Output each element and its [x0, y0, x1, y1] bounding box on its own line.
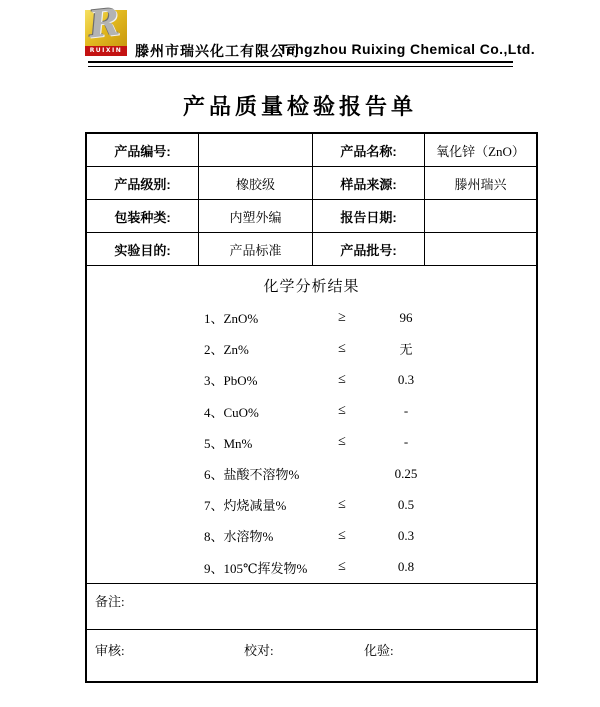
report-title: 产品质量检验报告单 [182, 94, 417, 119]
remarks-row [87, 584, 536, 630]
analysis-item-relation: ≤ [338, 340, 346, 356]
report-date-label: 报告日期: [313, 200, 425, 233]
product-code-value [199, 134, 313, 167]
review-label: 审核: [95, 643, 125, 658]
analysis-item-name: 3、PbO% [204, 373, 258, 389]
test-purpose-label: 实验目的: [87, 233, 199, 266]
analysis-item-relation: ≤ [338, 496, 346, 512]
analysis-item-value: 96 [399, 309, 413, 325]
analysis-item-row [87, 427, 536, 458]
report-date-value [425, 200, 536, 233]
product-name-label: 产品名称: [313, 134, 425, 167]
analysis-item-row [87, 520, 536, 551]
analysis-item-relation: ≤ [338, 434, 346, 450]
analysis-item-value: 无 [399, 342, 413, 358]
analysis-item-relation: ≤ [338, 371, 346, 387]
analysis-item-value: 0.3 [397, 527, 415, 543]
product-name-value: 氧化锌（ZnO） [425, 134, 536, 167]
analysis-item-relation: ≤ [338, 559, 346, 575]
logo-r-letter: R [86, 0, 122, 47]
analysis-item-name: 4、CuO% [204, 404, 259, 420]
analysis-item-row [87, 458, 536, 489]
analysis-section [87, 266, 536, 584]
header-divider [88, 61, 513, 67]
analysis-item-value: 0.5 [397, 496, 415, 512]
analysis-item-name: 7、灼烧减量% [204, 498, 287, 514]
analysis-item-row [87, 396, 536, 427]
company-logo [85, 0, 127, 56]
analysis-item-row [87, 552, 536, 583]
analysis-item-relation: ≤ [338, 527, 346, 543]
proofread-label: 校对: [244, 643, 274, 658]
analysis-item-value: 0.25 [394, 465, 418, 481]
analysis-item-relation: ≥ [338, 309, 346, 325]
analysis-item-row [87, 364, 536, 395]
product-grade-label: 产品级别: [87, 167, 199, 200]
logo-brand-band: RUIXIN [85, 46, 127, 56]
analysis-item-name: 9、105℃挥发物% [204, 560, 308, 576]
report-table [85, 132, 538, 683]
test-purpose-value: 产品标准 [199, 233, 313, 266]
sample-source-value: 滕州瑞兴 [425, 167, 536, 200]
analysis-item-row [87, 333, 536, 364]
logo-gold-square [85, 0, 127, 47]
package-type-label: 包装种类: [87, 200, 199, 233]
analysis-item-name: 6、盐酸不溶物% [204, 467, 300, 483]
analysis-item-row [87, 489, 536, 520]
product-code-label: 产品编号: [87, 134, 199, 167]
assay-label: 化验: [364, 643, 394, 658]
analysis-item-name: 5、Mn% [204, 435, 253, 451]
product-info-grid [87, 134, 536, 266]
batch-number-label: 产品批号: [313, 233, 425, 266]
analysis-item-name: 2、Zn% [204, 342, 249, 358]
company-name-en: Tengzhou Ruixing Chemical Co.,Ltd. [279, 41, 536, 57]
analysis-item-relation: ≤ [338, 403, 346, 419]
analysis-item-value: - [403, 403, 409, 419]
batch-number-value [425, 233, 536, 266]
package-type-value: 内塑外编 [199, 200, 313, 233]
remarks-label: 备注: [95, 594, 125, 609]
analysis-section-title: 化学分析结果 [263, 279, 360, 295]
analysis-item-value: 0.8 [397, 559, 415, 575]
analysis-item-value: 0.3 [397, 371, 415, 387]
company-name-cn: 滕州市瑞兴化工有限公司 [135, 43, 300, 59]
signature-row [87, 630, 536, 680]
product-grade-value: 橡胶级 [199, 167, 313, 200]
analysis-item-name: 8、水溶物% [204, 529, 274, 545]
analysis-item-row [87, 302, 536, 333]
sample-source-label: 样品来源: [313, 167, 425, 200]
analysis-item-value: - [403, 434, 409, 450]
analysis-item-name: 1、ZnO% [204, 311, 259, 327]
